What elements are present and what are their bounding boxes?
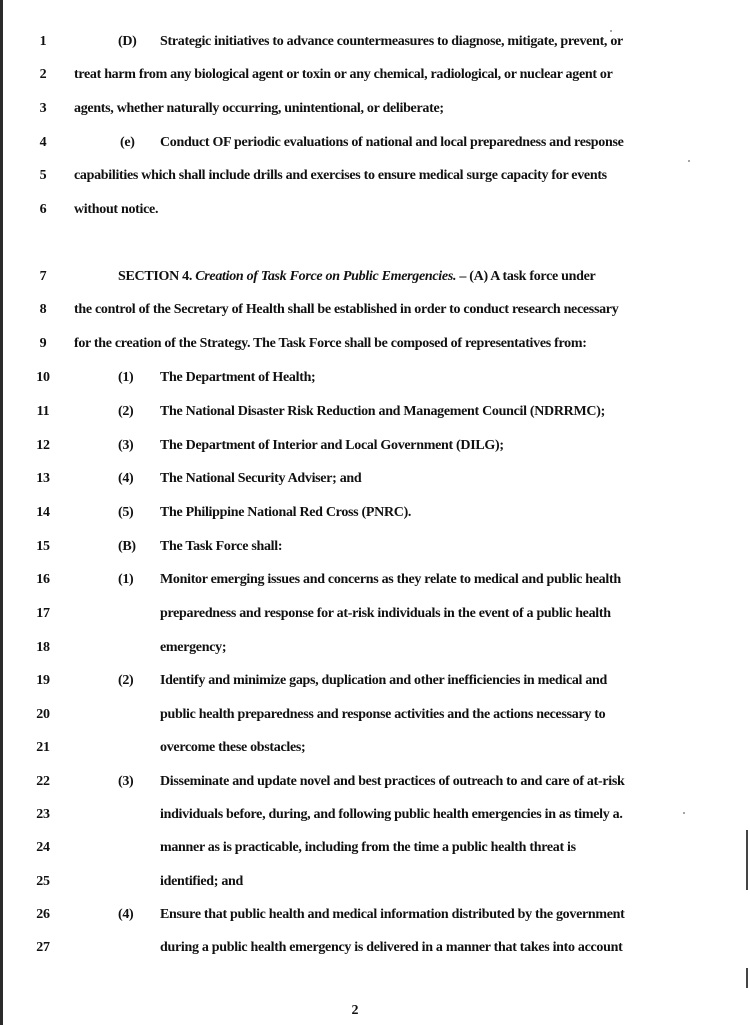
line-text: individuals before, during, and following public health emergencies in as timely a. (160, 807, 623, 822)
list-marker: (1) (118, 572, 134, 587)
line-number: 10 (36, 370, 50, 385)
line-text: The Task Force shall: (160, 539, 283, 554)
document-line (0, 539, 750, 561)
section-title: Creation of Task Force on Public Emergencies. (195, 269, 457, 284)
document-line (0, 101, 750, 123)
line-text: the control of the Secretary of Health shall be established in order to conduct research necessary (74, 302, 619, 317)
section-label: SECTION 4. (118, 269, 193, 284)
line-text: – (A) A task force under (459, 269, 596, 284)
line-text: overcome these obstacles; (160, 740, 306, 755)
document-line (0, 269, 750, 291)
list-marker: (2) (118, 404, 134, 419)
document-line (0, 34, 750, 56)
line-text: Ensure that public health and medical information distributed by the government (160, 907, 625, 922)
line-text: capabilities which shall include drills and exercises to ensure medical surge capacity for events (74, 168, 607, 183)
document-line (0, 438, 750, 460)
section-heading (118, 269, 595, 285)
line-number: 19 (36, 673, 50, 688)
line-text: The Philippine National Red Cross (PNRC). (160, 505, 412, 520)
document-line (0, 740, 750, 762)
line-text: emergency; (160, 640, 227, 655)
document-line (0, 302, 750, 324)
list-marker: (3) (118, 774, 134, 789)
line-text: without notice. (74, 202, 159, 217)
line-number: 2 (39, 67, 47, 82)
document-line (0, 336, 750, 358)
document-line (0, 940, 750, 962)
line-number: 7 (39, 269, 47, 284)
line-number: 15 (36, 539, 50, 554)
line-number: 18 (36, 640, 50, 655)
line-number: 6 (39, 202, 47, 217)
line-number: 20 (36, 707, 50, 722)
document-line (0, 404, 750, 426)
line-text: agents, whether naturally occurring, unintentional, or deliberate; (74, 101, 444, 116)
line-text: identified; and (160, 874, 244, 889)
line-number: 4 (39, 135, 47, 150)
document-line (0, 202, 750, 224)
line-number: 22 (36, 774, 50, 789)
line-text: public health preparedness and response activities and the actions necessary to (160, 707, 606, 722)
line-number: 1 (39, 34, 47, 49)
document-line (0, 572, 750, 594)
scan-speck (688, 160, 690, 162)
document-line (0, 135, 750, 157)
document-line (0, 874, 750, 896)
line-number: 5 (39, 168, 47, 183)
list-marker: (B) (118, 539, 136, 554)
line-number: 27 (36, 940, 50, 955)
document-line (0, 471, 750, 493)
document-line (0, 840, 750, 862)
line-text: treat harm from any biological agent or toxin or any chemical, radiological, or nuclear agent or (74, 67, 613, 82)
list-marker: (5) (118, 505, 134, 520)
document-line (0, 606, 750, 628)
document-line (0, 774, 750, 796)
list-marker: (e) (120, 135, 135, 150)
line-number: 12 (36, 438, 50, 453)
list-marker: (4) (118, 471, 134, 486)
list-marker: (4) (118, 907, 134, 922)
line-number: 14 (36, 505, 50, 520)
line-text: The Department of Health; (160, 370, 316, 385)
page-number: 2 (351, 1003, 359, 1018)
document-line (0, 673, 750, 695)
line-text: Conduct OF periodic evaluations of national and local preparedness and response (160, 135, 624, 150)
line-number: 17 (36, 606, 50, 621)
line-number: 23 (36, 807, 50, 822)
scan-speck (610, 30, 612, 32)
document-line (0, 907, 750, 929)
line-number: 9 (39, 336, 47, 351)
line-text: manner as is practicable, including from the time a public health threat is (160, 840, 576, 855)
list-marker: (1) (118, 370, 134, 385)
line-number: 24 (36, 840, 50, 855)
line-text: Monitor emerging issues and concerns as they relate to medical and public health (160, 572, 621, 587)
list-marker: (D) (118, 34, 137, 49)
line-number: 3 (39, 101, 47, 116)
line-number: 25 (36, 874, 50, 889)
line-text: Disseminate and update novel and best practices of outreach to and care of at-risk (160, 774, 625, 789)
line-text: during a public health emergency is delivered in a manner that takes into account (160, 940, 623, 955)
line-text: The National Security Adviser; and (160, 471, 362, 486)
document-line (0, 67, 750, 89)
line-number: 11 (36, 404, 50, 419)
line-number: 26 (36, 907, 50, 922)
scan-edge-mark (746, 968, 748, 988)
list-marker: (3) (118, 438, 134, 453)
line-number: 8 (39, 302, 47, 317)
document-line (0, 640, 750, 662)
document-line (0, 168, 750, 190)
line-text: for the creation of the Strategy. The Task Force shall be composed of representatives from: (74, 336, 587, 351)
line-number: 21 (36, 740, 50, 755)
line-text: preparedness and response for at-risk individuals in the event of a public health (160, 606, 611, 621)
document-line (0, 707, 750, 729)
line-text: Strategic initiatives to advance countermeasures to diagnose, mitigate, prevent, or (160, 34, 623, 49)
line-text: The Department of Interior and Local Government (DILG); (160, 438, 504, 453)
line-text: The National Disaster Risk Reduction and Management Council (NDRRMC); (160, 404, 605, 419)
line-number: 13 (36, 471, 50, 486)
document-line (0, 505, 750, 527)
document-line (0, 807, 750, 829)
line-number: 16 (36, 572, 50, 587)
line-text: Identify and minimize gaps, duplication and other inefficiencies in medical and (160, 673, 608, 688)
list-marker: (2) (118, 673, 134, 688)
document-line (0, 370, 750, 392)
